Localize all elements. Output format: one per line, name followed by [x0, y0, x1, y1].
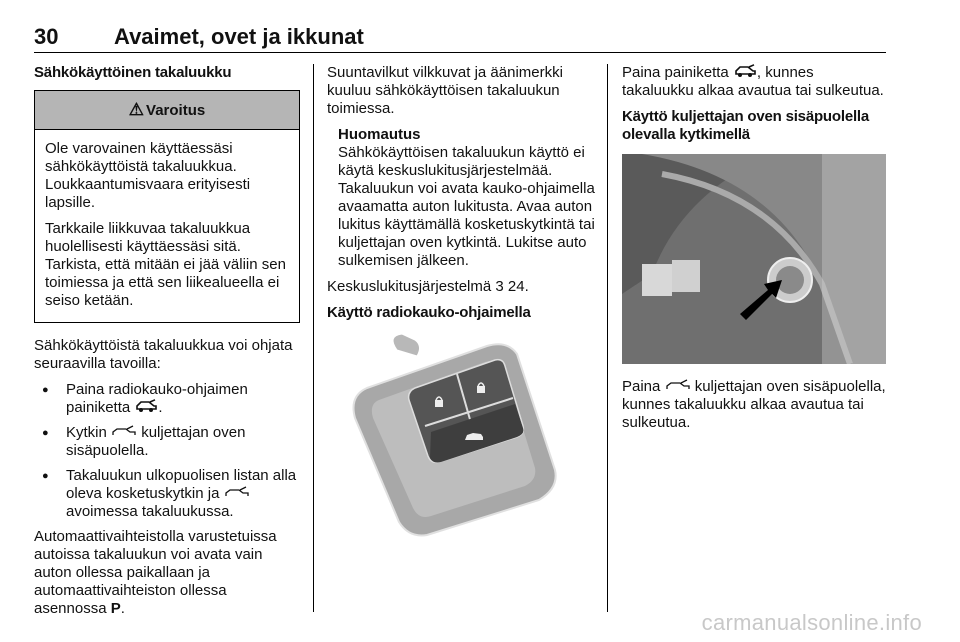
list-item: ● Kytkin kuljettajan oven sisäpuolella. — [34, 424, 300, 460]
subsection-heading: Käyttö kuljettajan oven sisäpuolella olevalla kytkimellä — [622, 108, 870, 143]
column-left — [34, 64, 300, 626]
warning-title: Varoitus — [146, 102, 206, 119]
header-rule — [34, 52, 886, 53]
page-header — [34, 24, 886, 52]
warning-paragraph: Ole varovainen käyttäessäsi sähkökäyttöistä takaluukkua. Loukkaantumisvaara erityisesti lapsille. — [45, 140, 251, 211]
methods-list — [34, 381, 300, 521]
gear-position: P — [110, 600, 121, 617]
warning-paragraph: Tarkkaile liikkuvaa takaluukkua huolellisesti käyttäessäsi sitä. Tarkista, että mitään ei jää väliin sen toimiessa ja että sen liikealueella ei seiso ketään. — [45, 220, 286, 309]
note-block — [327, 126, 595, 270]
turn-signal-text: Suuntavilkut vilkkuvat ja äänimerkki kuuluu sähkökäyttöisen takaluukun toimiessa. — [327, 64, 563, 117]
list-item: ● Paina radiokauko-ohjaimen painiketta . — [34, 381, 300, 417]
remote-key-illustration — [327, 330, 591, 540]
press-button-text: Paina painiketta , kunnes takaluukku alkaa avautua tai sulkeutua. — [622, 64, 884, 99]
tailgate-car-icon — [734, 64, 756, 78]
tailgate-open-icon — [666, 379, 690, 391]
section-heading: Sähkökäyttöinen takaluukku — [34, 64, 232, 81]
list-item: ● Takaluukun ulkopuolisen listan alla oleva kosketuskytkin ja avoimessa takaluukussa. — [34, 467, 300, 521]
chapter-title: Avaimet, ovet ja ikkunat — [114, 24, 364, 49]
warning-body — [35, 130, 299, 322]
driver-door-switch-illustration — [622, 154, 886, 364]
central-locking-reference: Keskuslukitusjärjestelmä 3 24. — [327, 278, 529, 295]
warning-triangle-icon: ⚠ — [128, 100, 145, 119]
warning-box — [34, 90, 300, 323]
warning-header — [35, 91, 299, 130]
subsection-heading: Käyttö radiokauko-ohjaimella — [327, 304, 531, 321]
column-divider — [313, 64, 314, 612]
door-switch-text: Paina kuljettajan oven sisäpuolella, kunnes takaluukku alkaa avautua tai sulkeutua. — [622, 378, 886, 431]
tailgate-open-icon — [225, 486, 249, 498]
note-title: Huomautus — [338, 126, 421, 143]
column-right — [622, 64, 886, 440]
tailgate-car-icon — [135, 399, 157, 413]
page-reference: 3 24. — [495, 278, 529, 295]
tailgate-open-icon — [112, 425, 136, 437]
page-number: 30 — [34, 24, 59, 49]
note-text: Sähkökäyttöisen takaluukun käyttö ei käytä keskuslukitusjärjestelmää. Takaluukun voi avata kauko-ohjaimella avaamatta auton lukitusta. Avaa auton lukitus käyttämällä kosketuskytkintä tai kuljettajan oven kytkintä. Lukitse auto sulkemisen jälkeen. — [338, 144, 595, 269]
column-middle — [327, 64, 595, 548]
intro-text: Sähkökäyttöistä takaluukkua voi ohjata seuraavilla tavoilla: — [34, 337, 293, 372]
automatic-gearbox-text: Automaattivaihteistolla varustetuissa autoissa takaluukun voi avata vain auton ollessa paikallaan ja automaattivaihteiston ollessa asennossa P. — [34, 528, 277, 617]
column-divider — [607, 64, 608, 612]
watermark: carmanualsonline.info — [701, 610, 922, 635]
